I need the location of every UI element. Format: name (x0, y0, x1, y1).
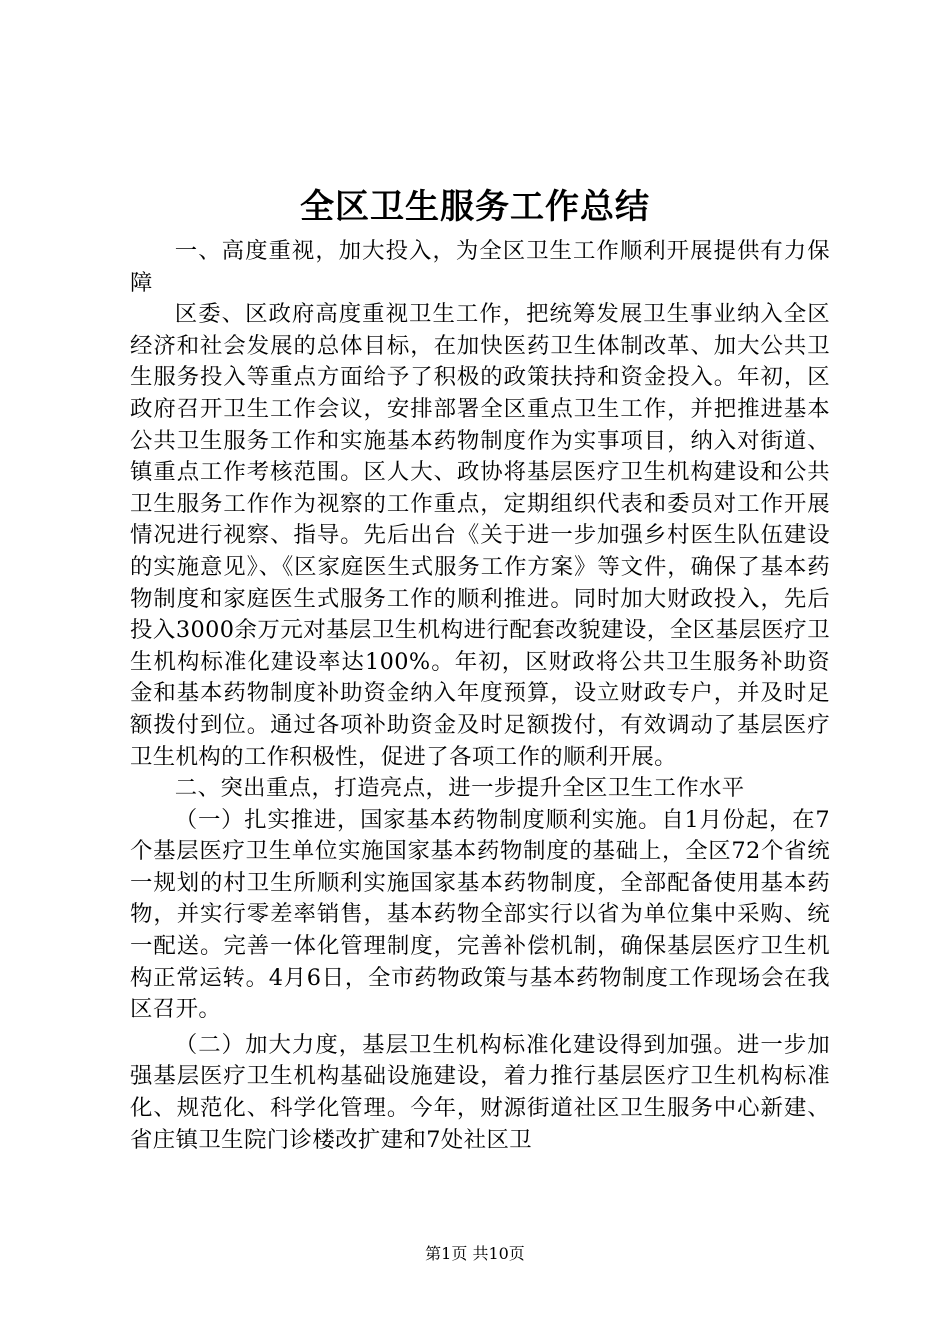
section-heading-1: 一、高度重视，加大投入，为全区卫生工作顺利开展提供有力保障 (130, 238, 830, 296)
body-paragraph-1: 区委、区政府高度重视卫生工作，把统筹发展卫生事业纳入全区经济和社会发展的总体目标，在加快医药卫生体制改革、加大公共卫生服务投入等重点方面给予了积极的政策扶持和资金投入。年初，区政府召开卫生工作会议，安排部署全区重点卫生工作，并把推进基本公共卫生服务工作和实施基本药物制度作为实事项目，纳入对街道、镇重点工作考核范围。区人大、政协将基层医疗卫生机构建设和公共卫生服务工作作为视察的工作重点，定期组织代表和委员对工作开展情况进行视察、指导。先后出台《关于进一步加强乡村医生队伍建设的实施意见》、《区家庭医生式服务工作方案》等文件，确保了基本药物制度和家庭医生式服务工作的顺利推进。同时加大财政投入，先后投入3000余万元对基层卫生机构进行配套改貌建设，全区基层医疗卫生机构标准化建设率达100%。年初，区财政将公共卫生服务补助资金和基本药物制度补助资金纳入年度预算，设立财政专户，并及时足额拨付到位。通过各项补助资金及时足额拨付，有效调动了基层医疗卫生机构的工作积极性，促进了各项工作的顺利开展。 (130, 301, 830, 770)
page-footer: 第1页 共10页 (425, 1244, 525, 1263)
document-title: 全区卫生服务工作总结 (300, 187, 650, 227)
body-paragraph-2: （一）扎实推进，国家基本药物制度顺利实施。自1月份起，在7个基层医疗卫生单位实施国家基本药物制度的基础上，全区72个省统一规划的村卫生所顺利实施国家基本药物制度，全部配备使用基本药物，并实行零差率销售，基本药物全部实行以省为单位集中采购、统一配送。完善一体化管理制度，完善补偿机制，确保基层医疗卫生机构正常运转。4月6日，全市药物政策与基本药物制度工作现场会在我区召开。 (130, 806, 830, 1023)
body-paragraph-3: （二）加大力度，基层卫生机构标准化建设得到加强。进一步加强基层医疗卫生机构基础设施建设，着力推行基层医疗卫生机构标准化、规范化、科学化管理。今年，财源街道社区卫生服务中心新建、省庄镇卫生院门诊楼改扩建和7处社区卫 (130, 1031, 830, 1153)
document-body (130, 236, 830, 1156)
section-heading-2: 二、突出重点，打造亮点，进一步提升全区卫生工作水平 (174, 775, 745, 802)
